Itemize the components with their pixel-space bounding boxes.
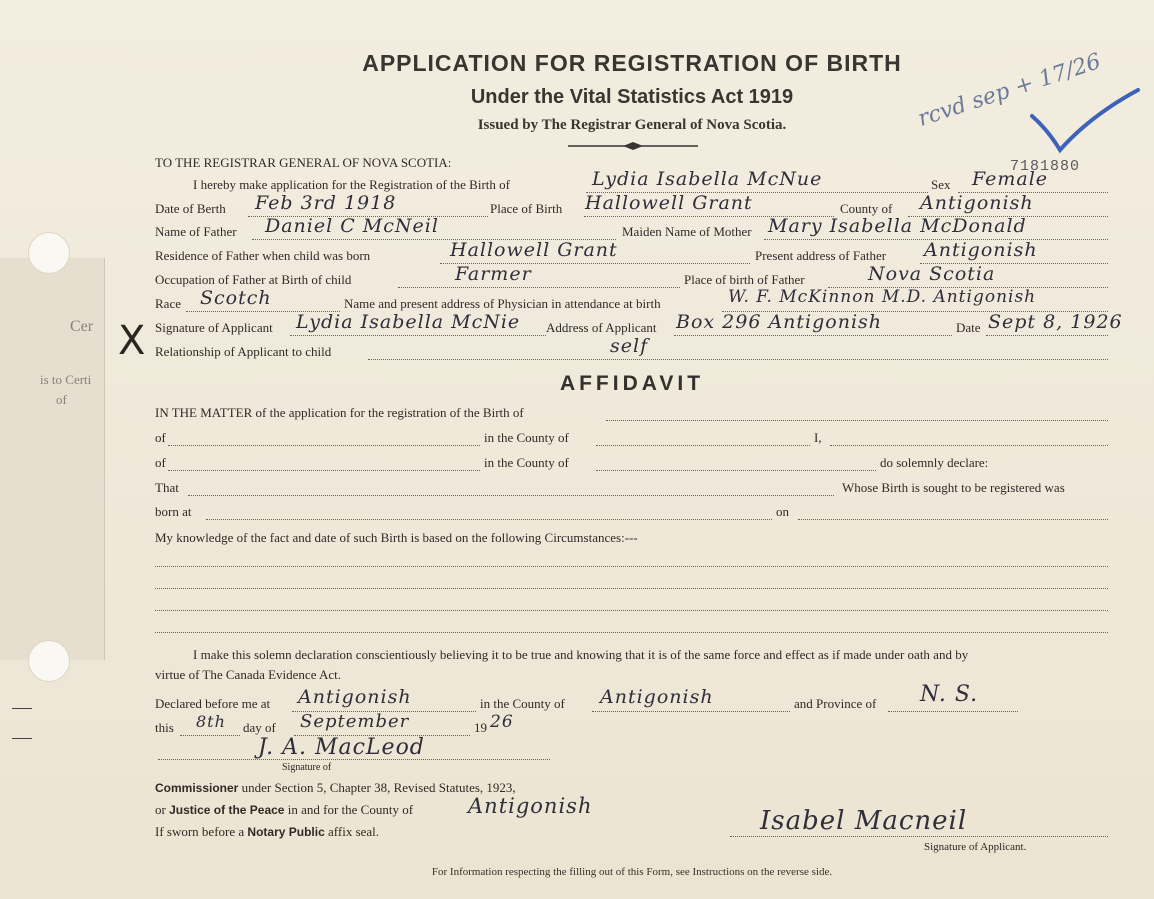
- commissioner-text: under Section 5, Chapter 38, Revised Statutes, 1923,: [241, 780, 516, 795]
- county-value: Antigonish: [920, 192, 1034, 214]
- affidavit-declare: do solemnly declare:: [880, 455, 989, 470]
- affidavit-i: I,: [814, 430, 822, 445]
- applicant-signature-top: Lydia Isabella McNie: [296, 311, 521, 333]
- commissioner-bold: Commissioner: [155, 781, 239, 795]
- margin-line: [12, 738, 32, 739]
- occupation-value: Farmer: [455, 263, 532, 285]
- affidavit-that: That: [155, 480, 179, 495]
- father-birthplace-value: Nova Scotia: [868, 263, 996, 285]
- mother-value: Mary Isabella McDonald: [768, 215, 1027, 237]
- commissioner-signature: J. A. MacLeod: [258, 735, 425, 760]
- signature-of-applicant-label: Signature of Applicant.: [924, 841, 1027, 853]
- county-3-value: Antigonish: [600, 686, 714, 708]
- affidavit-title: AFFIDAVIT: [559, 372, 705, 395]
- race-value: Scotch: [200, 287, 272, 309]
- child-name: Lydia Isabella McNue: [592, 168, 823, 190]
- checkmark-icon: [1030, 86, 1142, 156]
- province-label: and Province of: [794, 696, 877, 711]
- strip-text: Cer: [70, 318, 94, 335]
- justice-bold: Justice of the Peace: [169, 803, 285, 817]
- registration-stamp: 7181880: [1010, 158, 1081, 175]
- ornament-rule: [568, 142, 698, 150]
- notary-bold: Notary Public: [247, 825, 325, 839]
- dob-label: Date of Berth: [155, 201, 226, 216]
- affidavit-on: on: [776, 504, 789, 519]
- this-label: this: [155, 720, 174, 735]
- issued-by: Issued by The Registrar General of Nova Scotia.: [477, 117, 787, 133]
- justice-text: in and for the County of: [287, 802, 414, 817]
- year-value: 26: [490, 712, 514, 732]
- father-birthplace-label: Place of birth of Father: [684, 272, 805, 287]
- relationship-value: self: [610, 335, 649, 357]
- day-of-label: day of: [243, 720, 276, 735]
- sex-value: Female: [972, 168, 1049, 190]
- affidavit-of: of: [155, 430, 166, 445]
- affidavit-born-at: born at: [155, 504, 192, 519]
- dob-value: Feb 3rd 1918: [255, 192, 397, 214]
- folded-attached-sheet: [0, 258, 105, 660]
- applicant-address-value: Box 296 Antigonish: [676, 311, 883, 333]
- commissioner-line: [155, 780, 516, 796]
- occupation-label: Occupation of Father at Birth of child: [155, 272, 352, 287]
- applicant-address-label: Address of Applicant: [546, 320, 657, 335]
- signature-of-label: Signature of: [282, 762, 332, 773]
- province-value: N. S.: [920, 682, 979, 707]
- signature-label: Signature of Applicant: [155, 320, 273, 335]
- date-label: Date: [956, 320, 981, 335]
- justice-county: Antigonish: [468, 794, 593, 818]
- notary-line: [155, 824, 379, 840]
- notary-post: affix seal.: [328, 824, 380, 839]
- affidavit-county: in the County of: [484, 455, 569, 470]
- race-label: Race: [155, 296, 181, 311]
- pob-value: Hallowell Grant: [585, 192, 753, 214]
- notary-pre: If sworn before a: [155, 824, 245, 839]
- day-value: 8th: [196, 712, 226, 731]
- father-value: Daniel C McNeil: [265, 215, 439, 237]
- present-address-label: Present address of Father: [755, 248, 887, 263]
- addressee: TO THE REGISTRAR GENERAL OF NOVA SCOTIA:: [155, 155, 452, 170]
- month-value: September: [300, 711, 410, 732]
- affidavit-whose-birth: Whose Birth is sought to be registered was: [842, 480, 1065, 495]
- declared-place: Antigonish: [298, 686, 412, 708]
- present-address-value: Antigonish: [924, 239, 1038, 261]
- mother-label: Maiden Name of Mother: [622, 224, 752, 239]
- affidavit-knowledge: My knowledge of the fact and date of such Birth is based on the following Circumstances:---: [155, 530, 638, 545]
- solemn-declaration-2: virtue of The Canada Evidence Act.: [155, 667, 342, 682]
- form-subtitle: Under the Vital Statistics Act 1919: [470, 86, 794, 108]
- physician-label: Name and present address of Physician in attendance at birth: [344, 296, 661, 311]
- physician-value: W. F. McKinnon M.D. Antigonish: [728, 287, 1037, 307]
- form-title: APPLICATION FOR REGISTRATION OF BIRTH: [362, 50, 902, 76]
- date-value: Sept 8, 1926: [988, 311, 1123, 333]
- strip-text: of: [56, 392, 67, 407]
- affidavit-county: in the County of: [484, 430, 569, 445]
- affidavit-matter: IN THE MATTER of the application for the registration of the Birth of: [155, 405, 524, 420]
- margin-x-mark: X: [118, 318, 146, 364]
- declared-label: Declared before me at: [155, 696, 271, 711]
- county-3-label: in the County of: [480, 696, 565, 711]
- year-prefix: 19: [474, 720, 487, 735]
- residence-value: Hallowell Grant: [450, 239, 618, 261]
- or-label: or: [155, 802, 166, 817]
- applicant-signature-bottom: Isabel Macneil: [760, 806, 968, 836]
- father-label: Name of Father: [155, 224, 237, 239]
- justice-line: [155, 802, 413, 818]
- sex-label: Sex: [931, 177, 951, 192]
- affidavit-of: of: [155, 455, 166, 470]
- strip-text: is to Certi: [40, 372, 92, 387]
- pob-label: Place of Birth: [490, 201, 563, 216]
- solemn-declaration-1: I make this solemn declaration conscientiously believing it to be true and knowing that it is of the same force and effect as if made under oath and by: [193, 647, 969, 662]
- margin-line: [12, 708, 32, 709]
- footer-note: For Information respecting the filling out of this Form, see Instructions on the reverse side.: [431, 866, 833, 878]
- intro-label: I hereby make application for the Registration of the Birth of: [193, 177, 510, 192]
- relationship-label: Relationship of Applicant to child: [155, 344, 332, 359]
- punch-hole: [28, 640, 70, 682]
- pencil-note: rcvd sep + 17/26: [915, 49, 1104, 132]
- county-label: County of: [840, 201, 893, 216]
- residence-label: Residence of Father when child was born: [155, 248, 371, 263]
- punch-hole: [28, 232, 70, 274]
